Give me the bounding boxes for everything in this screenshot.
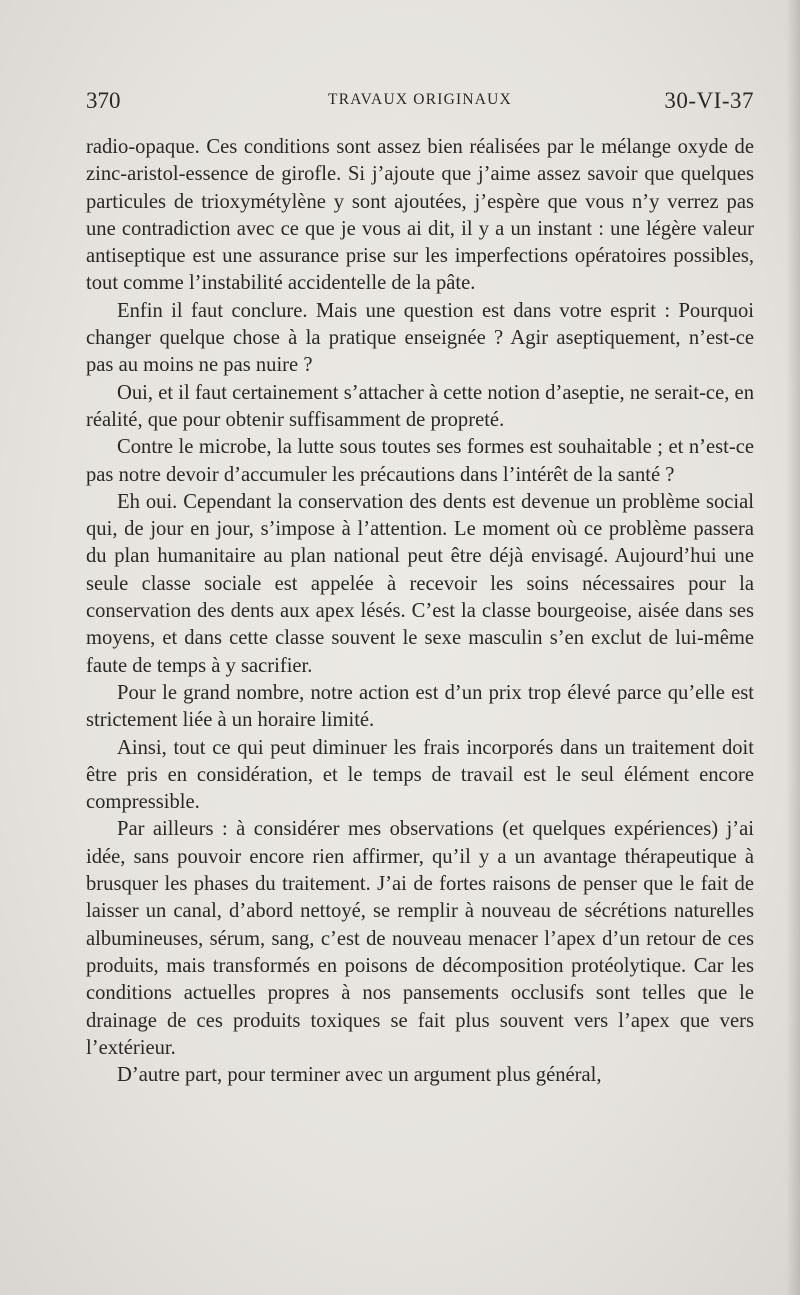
paragraph: D’autre part, pour terminer avec un argument plus général, — [117, 1064, 602, 1087]
page-edge-shadow — [786, 0, 800, 1295]
paragraph: Enfin il faut conclure. Mais une question est dans votre esprit : Pourquoi changer quelque chose à la pratique enseignée ? Agir aseptiquement, n’est-ce pas au moins ne pas nuire ? — [86, 299, 754, 377]
paragraph: Par ailleurs : à considérer mes observations (et quelques expériences) j’ai idée, sans pouvoir encore rien affirmer, qu’il y a un avantage thérapeutique à brusquer les phases du traitement. J’ai de fortes raisons de penser que le fait de laisser un canal, d’abord nettoyé, se remplir à nouveau de sécrétions naturelles albumineuses, sérum, sang, c’est de nouveau menacer l’apex d’un retour de ces produits, mais transformés en poisons de décomposition protéolytique. Car les conditions actuelles propres à nos pansements occlusifs sont telles que le drainage de ces produits toxiques se fait plus souvent vers l’apex que vers l’extérieur. — [86, 818, 754, 1059]
paragraph: Pour le grand nombre, notre action est d’un prix trop élevé parce qu’elle est strictement liée à un horaire limité. — [86, 681, 754, 732]
running-header — [86, 88, 754, 120]
paragraph: Oui, et il faut certainement s’attacher à cette notion d’aseptie, ne serait-ce, en réalité, que pour obtenir suffisamment de propreté. — [86, 381, 754, 431]
paragraph: Ainsi, tout ce qui peut diminuer les frais incorporés dans un traitement doit être pris en considération, et le temps de travail est le seul élément encore compressible. — [86, 736, 754, 814]
paragraph: Eh oui. Cependant la conservation des dents est devenue un problème social qui, de jour en jour, s’impose à l’attention. Le moment où ce problème passera du plan humanitaire au plan national peut être déjà envisagé. Aujourd’hui une seule classe sociale est appelée à recevoir les soins nécessaires pour la conservation des dents aux apex lésés. C’est la classe bourgeoise, aisée dans ses moyens, et dans cette classe souvent le sexe masculin s’en exclut de lui-même faute de temps à y sacrifier. — [86, 490, 754, 677]
body-text — [86, 134, 754, 1089]
paragraph: Contre le microbe, la lutte sous toutes ses formes est souhaitable ; et n’est-ce pas notre devoir d’accumuler les précautions dans l’intérêt de la santé ? — [86, 436, 754, 486]
running-title: TRAVAUX ORIGINAUX — [328, 91, 512, 108]
page-number: 370 — [86, 88, 121, 113]
paragraph: radio-opaque. Ces conditions sont assez bien réalisées par le mélange oxyde de zinc-aristol-essence de girofle. Si j’ajoute que j’aime assez savoir que quelques particules de trioxymétylène y sont ajoutées, j’espère que vous n’y verrez pas une contradiction avec ce que je vous ai dit, il y a un instant : une légère valeur antiseptique est une assurance prise sur les imperfections opératoires possibles, tout comme l’instabilité accidentelle de la pâte. — [86, 136, 754, 295]
issue-date: 30-VI-37 — [664, 88, 754, 113]
